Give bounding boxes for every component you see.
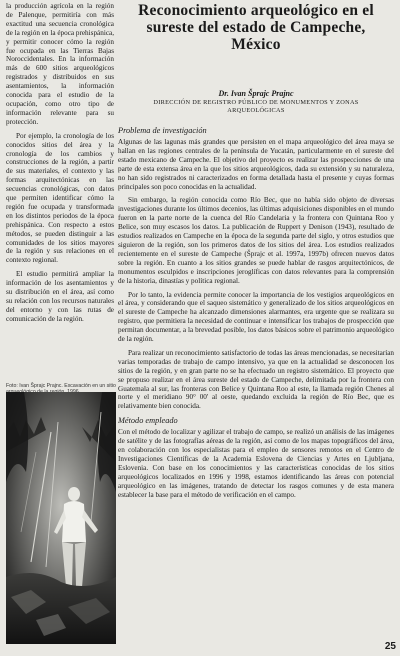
photo-illustration xyxy=(6,392,116,644)
left-column xyxy=(6,2,114,380)
section-heading-problem: Problema de investigación xyxy=(118,126,207,135)
page-number: 25 xyxy=(384,641,396,652)
article-title: Reconocimiento arqueológico en el sureste del estado de Campeche, México xyxy=(138,2,374,53)
archaeological-photo xyxy=(6,392,116,644)
section-heading-method: Método empleado xyxy=(118,416,178,426)
left-paragraph-3: El estudio permitirá ampliar la información de los asentamientos y su distribución en el área, así como su relación con los recursos naturales del entorno y con las rutas de comunicación de la región. xyxy=(6,270,114,323)
right-paragraph-3: Por lo tanto, la evidencia permite conocer la importancia de los vestigios arqueológicos en el área, y considerando que el saqueo sistemático y generalizado de los sitios arqueológicos en el sureste de Campeche ha alcanzado dimensiones alarmantes, era urgente que se realizara su registro, que permitiera la necesidad de continuar e intensificar los trabajos de prospección que permitan documentar, a la brevedad posible, los datos básicos sobre el patrimonio arqueológico de la región. xyxy=(118,290,394,344)
right-paragraph-4: Para realizar un reconocimiento satisfactorio de todas las áreas mencionadas, se necesitarían varias temporadas de trabajo de campo intensivo, ya que en la actualidad se desconocen los sitios de la región, y en gran parte no se ha efectuado un registro sistemático. El proyecto que se propuso realizar en el área sureste del estado de Campeche, delimitada por la frontera con Guatemala al sur, las fronteras con Belice y Quintana Roo al este, la llamada región Chenes al norte y el meridiano 90° 00' al oeste, quedando excluida la región de Río Bec, que es relativamente bien conocida. xyxy=(118,348,394,411)
right-paragraph-2: Sin embargo, la región conocida como Río Bec, que no había sido objeto de diversas investigaciones durante los últimos decenios, las últimas adquisiciones disponibles en el mundo fueron en la parte norte de la cuenca del Río Candelaria y la frontera con Quintana Roo y Belice, son muy escasos los datos. La publicación de Ruppert y Denison (1943), resultado de estudios realizados en Campeche en la época de la segunda parte del siglo, y otros estudios que siguieron de la región, son los primeros datos de los sitios del área. Los estudios realizados recientemente en el sureste de Campeche (Šprajc et al. 1997a, 1997b) ofrecen nuevos datos sobre la región. En cuanto a los sitios grandes se puede hablar de rasgos arquitectónicos, de monumentos esculpidos e inscripciones jeroglíficas con datos relevantes para la comprensión de la historia, dinastías y política regional. xyxy=(118,196,394,285)
right-paragraph-1: Algunas de las lagunas más grandes que persisten en el mapa arqueológico del área maya se hallan en las regiones centrales de la península de Yucatán, particularmente en el sureste del estado mexicano de Campeche. El objetivo del proyecto es realizar las prospecciones de una parte de esta extensa área en la que los sitios arqueológicos, dada su extensión y su naturaleza, no han sido registrados ni caracterizados en forma detallada hasta el presente y cuyas formas principales son poco conocidas en la actualidad. xyxy=(118,138,394,191)
left-paragraph-2: Por ejemplo, la cronología de los conocidos sitios del área y la cronología de los cambios y construcciones de la región, a partir de sus materiales, el contexto y las formas arquitectónicas en las secuencias cronológicas, con datos que permiten identificar cómo la región fue ocupada y transformada en los distintos periodos de la época prehispánica. Con respecto a estos métodos, se pueden distinguir a las comunidades de los sitios mayores de la región y sus relaciones en el contexto regional. xyxy=(6,131,114,265)
author-affiliation: DIRECCIÓN DE REGISTRO PÚBLICO DE MONUMENTOS Y ZONAS ARQUEOLÓGICAS xyxy=(153,99,359,114)
photo-caption: Foto: Ivan Šprajc Prajnc. Excavación en un sitio xyxy=(6,383,116,389)
article-author: Dr. Ivan Šprajc Prajnc xyxy=(218,89,294,98)
left-paragraph-1: la producción agrícola en la región de Palenque, permitiría con más exactitud una secuencia cronológica de la región en la época prehispánica, y permitir conocer cómo la región fue ocupada en las Tierras Bajas Noroccidentales. En la información más de 600 sitios arqueológicos registrados y distribuidos en sus asentamientos, la información conocida para el estudio de la ocupación, como otro tipo de información relevante para su protección. xyxy=(6,2,114,126)
right-column xyxy=(118,124,394,644)
right-paragraph-5: Con el método de localizar y agilizar el trabajo de campo, se realizó un análisis de las imágenes de satélite y de las fotografías aéreas de la región, así como de los mapas topográficos del área, en colaboración con los especialistas para el empleo de sensores remotos en el Centro de Investigaciones Científicas de la Academia Eslovena de Ciencias y Artes en Ljubljana, Eslovenia. Con base en los conocimientos y las características conocidas de los sitios arqueológicos localizados en 1996 y 1998, estamos identificando las áreas con potencial arqueológico en las imágenes, tratando de detectar los rasgos comunes y de esta manera establecer la base para el método de verificación en el campo. xyxy=(118,428,394,499)
